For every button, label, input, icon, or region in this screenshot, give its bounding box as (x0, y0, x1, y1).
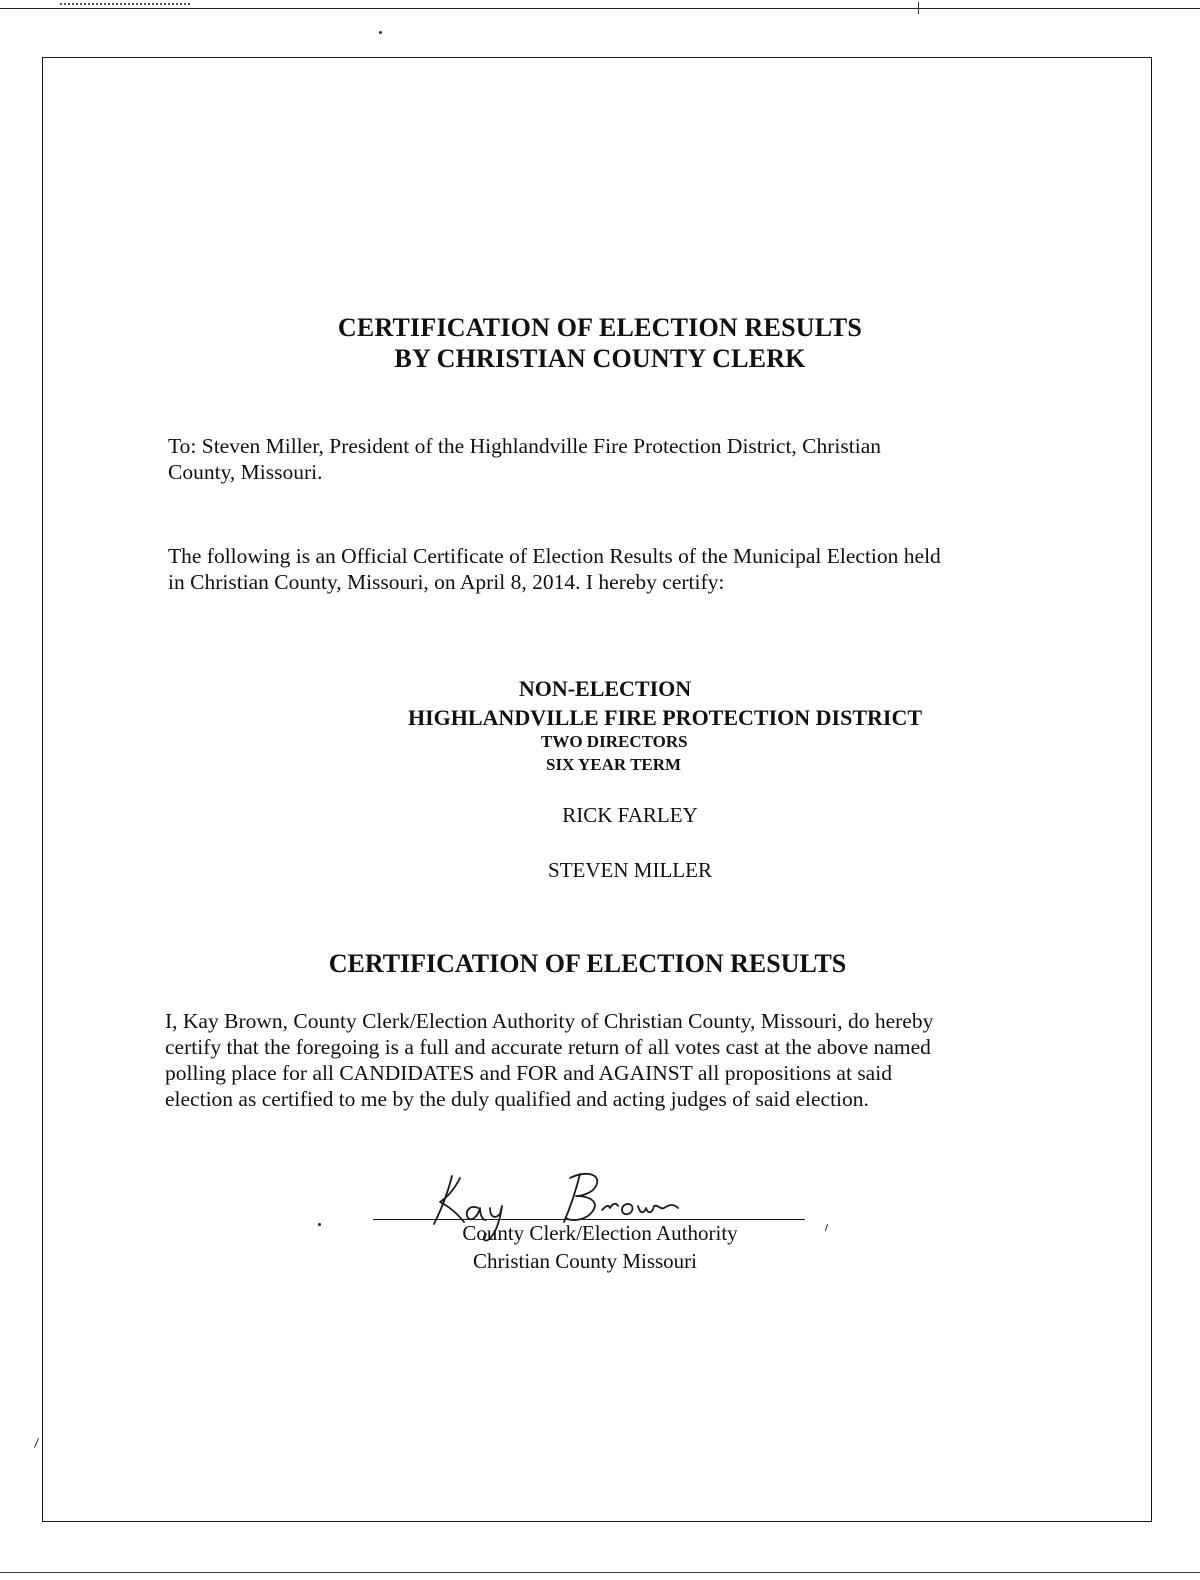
intro-paragraph (168, 543, 1028, 595)
stray-mark (34, 1438, 39, 1447)
scan-top-edge (0, 8, 1200, 9)
scan-header-marks (60, 0, 190, 5)
candidate-name: STEVEN MILLER (548, 858, 712, 882)
race-term: SIX YEAR TERM (546, 755, 682, 774)
stray-mark (318, 1223, 321, 1226)
signer-title: County Clerk/Election Authority (462, 1221, 738, 1245)
scan-bottom-edge (0, 1572, 1200, 1573)
race-district: HIGHLANDVILLE FIRE PROTECTION DISTRICT (407, 705, 923, 730)
race-seats: TWO DIRECTORS (541, 732, 688, 751)
intro-line-2: in Christian County, Missouri, on April 8, 2014. I hereby certify: (168, 570, 725, 594)
scan-speck (379, 31, 382, 34)
addressee-line-1: To: Steven Miller, President of the Highlandville Fire Protection District, Christian (168, 434, 881, 458)
certification-line: I, Kay Brown, County Clerk/Election Authority of Christian County, Missouri, do hereby (165, 1009, 934, 1033)
race-type: NON-ELECTION (518, 676, 692, 701)
scan-top-tick (918, 2, 919, 14)
candidate-name: RICK FARLEY (562, 803, 698, 827)
addressee-paragraph (168, 433, 1028, 485)
certification-line: polling place for all CANDIDATES and FOR and AGAINST all propositions at said (165, 1061, 892, 1085)
certification-line: election as certified to me by the duly qualified and acting judges of said election. (165, 1087, 869, 1111)
addressee-line-2: County, Missouri. (168, 460, 323, 484)
certification-line: certify that the foregoing is a full and accurate return of all votes cast at the above named (165, 1035, 931, 1059)
certification-paragraph (165, 1008, 1025, 1112)
document-border (42, 57, 1152, 1522)
signer-county: Christian County Missouri (472, 1249, 698, 1273)
certification-heading: CERTIFICATION OF ELECTION RESULTS (328, 949, 847, 978)
document-title (0, 312, 1200, 374)
intro-line-1: The following is an Official Certificate of Election Results of the Municipal Election held (168, 544, 941, 568)
title-line-2: BY CHRISTIAN COUNTY CLERK (394, 344, 806, 373)
title-line-1: CERTIFICATION OF ELECTION RESULTS (337, 313, 863, 342)
